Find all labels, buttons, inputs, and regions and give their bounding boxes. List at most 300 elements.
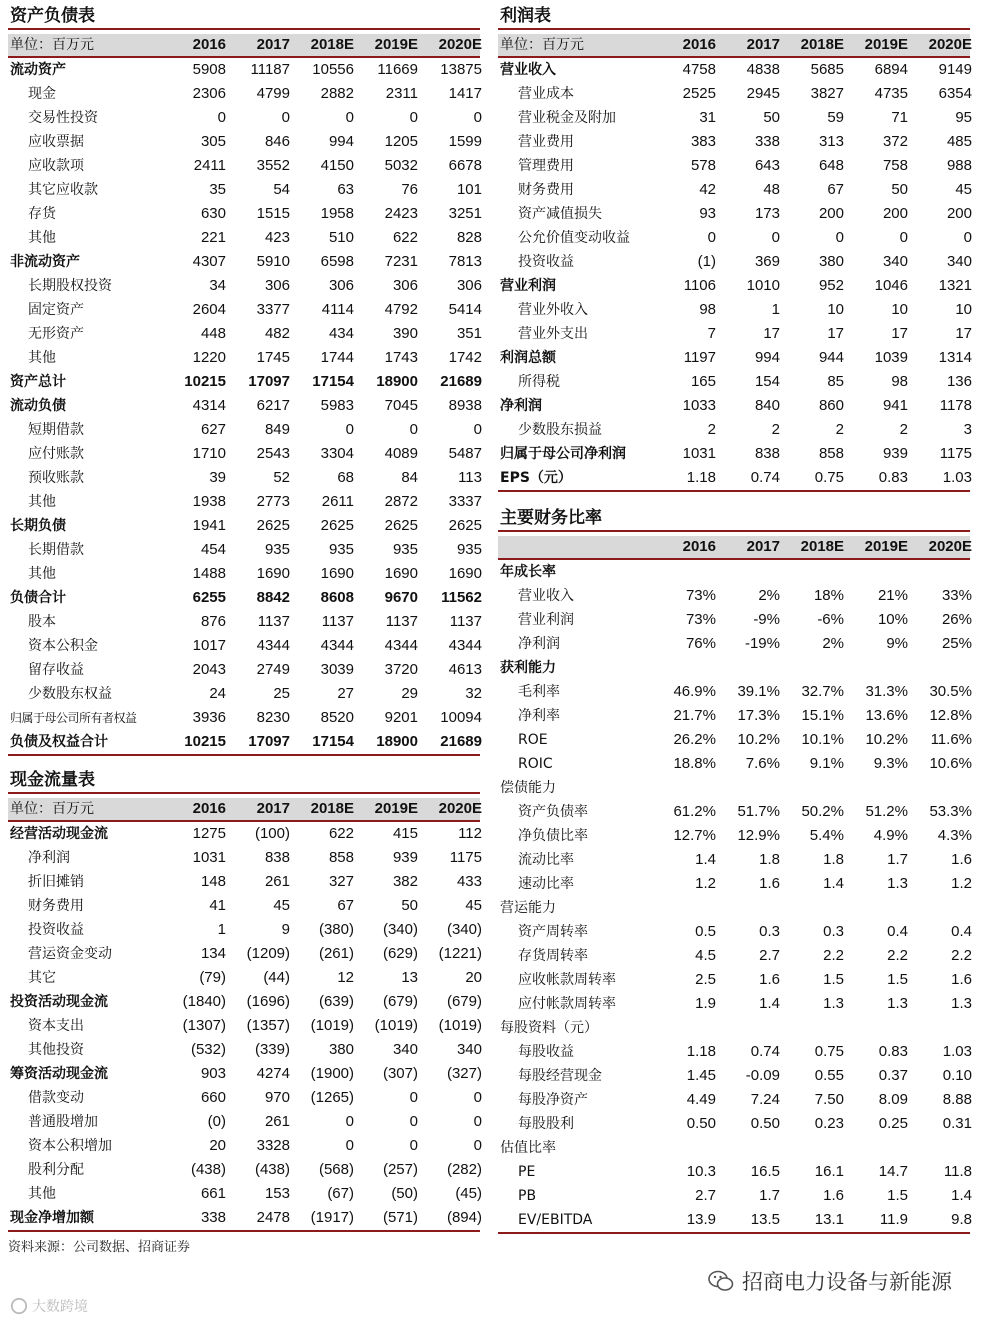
cell-value: 53.3% — [929, 803, 972, 820]
cell-value: 939 — [392, 849, 418, 866]
table-row — [8, 370, 480, 394]
cell-value: 10556 — [312, 61, 354, 78]
cell-value: 31 — [699, 109, 716, 126]
ratios-panel — [498, 506, 970, 1234]
cell-value: 643 — [754, 157, 780, 174]
row-label: 预收账款 — [28, 470, 84, 486]
cell-value: 0 — [473, 1113, 482, 1130]
table-row — [498, 418, 970, 442]
income-statement-panel — [498, 4, 970, 492]
table-row — [498, 322, 970, 346]
table-row — [498, 800, 970, 824]
unit-label: 单位：百万元 — [10, 37, 94, 53]
cell-value: (380) — [318, 921, 354, 938]
cell-value: 10215 — [184, 733, 226, 750]
cell-value: 68 — [337, 469, 354, 486]
cell-value: 578 — [690, 157, 716, 174]
cell-value: (257) — [382, 1161, 418, 1178]
cell-value: (629) — [382, 945, 418, 962]
cell-value: 1.7 — [887, 851, 908, 868]
cell-value: 10215 — [184, 373, 226, 390]
cell-value: 13 — [401, 969, 418, 986]
table-row — [498, 1184, 970, 1208]
cell-value: 1178 — [939, 397, 972, 414]
table-row — [498, 608, 970, 632]
cell-value: (307) — [382, 1065, 418, 1082]
cell-value: 173 — [754, 205, 780, 222]
cell-value: 1515 — [256, 205, 290, 222]
row-label: 毛利率 — [518, 684, 560, 700]
row-label: 所得税 — [518, 374, 560, 390]
cell-value: 4274 — [256, 1065, 290, 1082]
cell-value: (438) — [190, 1161, 226, 1178]
cell-value: 306 — [456, 277, 482, 294]
cell-value: 221 — [200, 229, 226, 246]
cell-value: 4.9% — [873, 827, 908, 844]
cell-value: 1 — [771, 301, 780, 318]
cell-value: 39 — [209, 469, 226, 486]
cell-value — [844, 1016, 908, 1040]
row-label: 净利率 — [518, 708, 560, 724]
table-row — [498, 656, 970, 680]
year-header: 2019E — [374, 36, 418, 53]
cell-value — [908, 560, 972, 584]
cell-value: 1137 — [257, 613, 290, 630]
cell-value: 0.3 — [759, 923, 780, 940]
row-label: 长期借款 — [28, 542, 84, 558]
row-label: 净利润 — [28, 850, 70, 866]
row-label: 营运能力 — [500, 900, 556, 916]
cell-value: 306 — [264, 277, 290, 294]
cell-value: 2306 — [192, 85, 226, 102]
table-row — [498, 992, 970, 1016]
cell-value: 67 — [337, 897, 354, 914]
cell-value: 2 — [771, 421, 780, 438]
cell-value: 1.4 — [823, 875, 844, 892]
cell-value: 0.55 — [814, 1067, 844, 1084]
cell-value: 148 — [200, 873, 226, 890]
row-label: EPS（元） — [500, 470, 572, 486]
cell-value: 1175 — [449, 849, 482, 866]
cell-value: 1710 — [192, 445, 226, 462]
cell-value: 0 — [217, 109, 226, 126]
cell-value: 18900 — [376, 733, 418, 750]
table-row — [498, 1016, 970, 1040]
cash-flow-title: 现金流量表 — [8, 768, 480, 794]
cell-value: 25% — [941, 635, 972, 652]
cell-value: 0 — [409, 1089, 418, 1106]
cell-value: 1175 — [939, 445, 972, 462]
cell-value: 1.5 — [887, 971, 908, 988]
table-row — [498, 704, 970, 728]
cell-value: 1690 — [320, 565, 354, 582]
cell-value: 1.4 — [759, 995, 780, 1012]
table-row — [498, 58, 970, 82]
cell-value: 0.74 — [750, 469, 780, 486]
cell-value: (0) — [207, 1113, 226, 1130]
row-label: 存货周转率 — [518, 948, 588, 964]
cell-value: 7813 — [448, 253, 482, 270]
cell-value: 5983 — [320, 397, 354, 414]
year-header: 2019E — [374, 800, 418, 817]
cell-value: (1019) — [310, 1017, 354, 1034]
cell-value: 0 — [409, 1113, 418, 1130]
cell-value: 660 — [200, 1089, 226, 1106]
table-row — [8, 1158, 480, 1182]
cell-value: 18% — [813, 587, 844, 604]
cell-value: 25 — [273, 685, 290, 702]
table-row — [498, 920, 970, 944]
cell-value — [780, 1136, 844, 1160]
cell-value: 10.2% — [737, 731, 780, 748]
cell-value: 858 — [818, 445, 844, 462]
cell-value: 2625 — [448, 517, 482, 534]
cell-value: 95 — [955, 109, 972, 126]
cell-value: 136 — [946, 373, 972, 390]
cell-value: 627 — [200, 421, 226, 438]
cell-value: 29 — [401, 685, 418, 702]
cell-value: 46.9% — [673, 683, 716, 700]
table-row — [8, 274, 480, 298]
cell-value: 4344 — [448, 637, 482, 654]
row-label: 净负债比率 — [518, 828, 588, 844]
row-label: 每股资料（元） — [500, 1020, 598, 1036]
cell-value: 7231 — [384, 253, 418, 270]
cell-value: 2749 — [256, 661, 290, 678]
year-header: 2018E — [800, 36, 844, 53]
cell-value: 935 — [392, 541, 418, 558]
cell-value: 20 — [465, 969, 482, 986]
table-row — [498, 968, 970, 992]
row-label: PE — [518, 1164, 536, 1180]
cell-value: 1031 — [192, 849, 226, 866]
row-label: 资本公积金 — [28, 638, 98, 654]
cell-value: (1900) — [310, 1065, 354, 1082]
cell-value: 622 — [328, 825, 354, 842]
cell-value — [716, 560, 780, 584]
row-label: 其他 — [28, 230, 56, 246]
brand-text: 招商电力设备与新能源 — [742, 1270, 952, 1294]
row-label: 资本公积增加 — [28, 1138, 112, 1154]
cell-value: 101 — [456, 181, 482, 198]
table-row — [8, 658, 480, 682]
ratios-rows — [498, 560, 970, 1234]
cell-value: 2043 — [192, 661, 226, 678]
cell-value: 13.5 — [750, 1211, 780, 1228]
cell-value: 510 — [328, 229, 354, 246]
year-header: 2018E — [800, 538, 844, 555]
cell-value: 10 — [827, 301, 844, 318]
cell-value: 98 — [891, 373, 908, 390]
balance-sheet-title: 资产负债表 — [8, 4, 480, 30]
cell-value: 2423 — [384, 205, 418, 222]
cell-value: 0.50 — [686, 1115, 716, 1132]
cell-value: 73% — [685, 587, 716, 604]
row-label: 速动比率 — [518, 876, 574, 892]
source-note: 资料来源：公司数据、招商证券 — [8, 1240, 191, 1255]
cell-value: 5414 — [448, 301, 482, 318]
cell-value: 32 — [465, 685, 482, 702]
cell-value: (67) — [327, 1185, 354, 1202]
cell-value: 50 — [891, 181, 908, 198]
cell-value: 994 — [328, 133, 354, 150]
cell-value: 2625 — [320, 517, 354, 534]
unit-label-empty — [498, 536, 652, 558]
table-row — [498, 1160, 970, 1184]
table-row — [8, 706, 480, 730]
cell-value: 838 — [754, 445, 780, 462]
income-statement-header — [498, 34, 970, 58]
cell-value: 11.8 — [943, 1163, 972, 1180]
cell-value: 1.4 — [951, 1187, 972, 1204]
cell-value: 21.7% — [673, 707, 716, 724]
cell-value: 1690 — [384, 565, 418, 582]
table-row — [498, 370, 970, 394]
cell-value: 93 — [699, 205, 716, 222]
table-row — [498, 250, 970, 274]
table-row — [498, 776, 970, 800]
cell-value: 0.74 — [750, 1043, 780, 1060]
table-row — [8, 178, 480, 202]
row-label: 交易性投资 — [28, 110, 98, 126]
cell-value: 903 — [200, 1065, 226, 1082]
cell-value: 45 — [955, 181, 972, 198]
cell-value: 0.3 — [823, 923, 844, 940]
cell-value: 423 — [264, 229, 290, 246]
row-label: 少数股东损益 — [518, 422, 602, 438]
cell-value — [908, 1016, 972, 1040]
table-row — [498, 442, 970, 466]
table-row — [8, 1014, 480, 1038]
row-label: 其他 — [28, 350, 56, 366]
table-row — [8, 822, 480, 846]
row-label: 应收款项 — [28, 158, 84, 174]
cell-value: 41 — [209, 897, 226, 914]
cell-value: (100) — [254, 825, 290, 842]
cell-value: 11.9 — [879, 1211, 908, 1228]
row-label: 存货 — [28, 206, 56, 222]
cell-value: 338 — [200, 1209, 226, 1226]
table-row — [498, 154, 970, 178]
cell-value: 16.5 — [750, 1163, 780, 1180]
row-label: 负债及权益合计 — [10, 734, 108, 750]
cell-value: -0.09 — [745, 1067, 780, 1084]
row-label: 借款变动 — [28, 1090, 84, 1106]
cell-value: 3827 — [810, 85, 844, 102]
cell-value: 1106 — [683, 277, 716, 294]
cell-value: 1941 — [192, 517, 226, 534]
cell-value: 17.3% — [737, 707, 780, 724]
cell-value: 952 — [818, 277, 844, 294]
cell-value: 2604 — [192, 301, 226, 318]
cell-value: -6% — [817, 611, 844, 628]
cell-value: 3328 — [256, 1137, 290, 1154]
cell-value: 372 — [882, 133, 908, 150]
cell-value: 1220 — [192, 349, 226, 366]
cell-value: 9% — [886, 635, 908, 652]
table-row — [498, 896, 970, 920]
cell-value: 24 — [209, 685, 226, 702]
cell-value: 0.4 — [887, 923, 908, 940]
row-label: 每股股利 — [518, 1116, 574, 1132]
cell-value: 1.03 — [942, 1043, 972, 1060]
cell-value: 0 — [899, 229, 908, 246]
cell-value: (1) — [697, 253, 716, 270]
cell-value: 13875 — [440, 61, 482, 78]
cell-value: 1599 — [448, 133, 482, 150]
cell-value: 1690 — [448, 565, 482, 582]
cell-value: 1137 — [385, 613, 418, 630]
row-label: 折旧摊销 — [28, 874, 84, 890]
cell-value: 45 — [465, 897, 482, 914]
cell-value: 849 — [264, 421, 290, 438]
cell-value: 50 — [401, 897, 418, 914]
watermark-logo-icon — [10, 1297, 28, 1315]
cell-value: 10 — [955, 301, 972, 318]
table-row — [8, 250, 480, 274]
cell-value — [908, 1136, 972, 1160]
table-row — [498, 728, 970, 752]
row-label: 现金净增加额 — [10, 1210, 94, 1226]
cell-value: 994 — [754, 349, 780, 366]
cell-value: 2.2 — [887, 947, 908, 964]
cell-value: 13.6% — [865, 707, 908, 724]
cell-value: 261 — [264, 1113, 290, 1130]
cell-value: 327 — [328, 873, 354, 890]
cell-value: 5910 — [256, 253, 290, 270]
cell-value: 434 — [328, 325, 354, 342]
cell-value: 31.3% — [865, 683, 908, 700]
cell-value: 10.2% — [865, 731, 908, 748]
row-label: 资产周转率 — [518, 924, 588, 940]
cell-value: 0.83 — [878, 1043, 908, 1060]
cell-value: (438) — [254, 1161, 290, 1178]
row-label: 筹资活动现金流 — [10, 1066, 108, 1082]
table-row — [498, 872, 970, 896]
year-header: 2020E — [438, 800, 482, 817]
table-row — [8, 346, 480, 370]
row-label: 资产负债率 — [518, 804, 588, 820]
cell-value: 8.88 — [942, 1091, 972, 1108]
row-label: 股利分配 — [28, 1162, 84, 1178]
table-row — [8, 82, 480, 106]
cell-value: 0.50 — [750, 1115, 780, 1132]
row-label: 其它应收款 — [28, 182, 98, 198]
cell-value: 340 — [882, 253, 908, 270]
row-label: 短期借款 — [28, 422, 84, 438]
cell-value: 0 — [409, 1137, 418, 1154]
row-label: 无形资产 — [28, 326, 84, 342]
year-header: 2016 — [682, 36, 716, 53]
cell-value: 11562 — [441, 589, 482, 606]
row-label: 营业成本 — [518, 86, 574, 102]
cell-value: 988 — [946, 157, 972, 174]
table-row — [8, 514, 480, 538]
cell-value: (1696) — [246, 993, 290, 1010]
cell-value: 1314 — [938, 349, 972, 366]
table-row — [8, 942, 480, 966]
cell-value: 1.6 — [951, 851, 972, 868]
cell-value: 8938 — [448, 397, 482, 414]
cell-value: 7.24 — [750, 1091, 780, 1108]
cell-value — [780, 896, 844, 920]
cell-value: 380 — [818, 253, 844, 270]
row-label: ROE — [518, 732, 548, 748]
cell-value — [716, 656, 780, 680]
cell-value: 3337 — [448, 493, 482, 510]
cell-value: 2.7 — [695, 1187, 716, 1204]
cell-value: 2625 — [256, 517, 290, 534]
row-label: EV/EBITDA — [518, 1212, 593, 1228]
cell-value: 2773 — [256, 493, 290, 510]
cell-value: 2% — [822, 635, 844, 652]
cell-value: 16.1 — [814, 1163, 844, 1180]
table-row — [498, 824, 970, 848]
cell-value: 45 — [273, 897, 290, 914]
cell-value: 351 — [456, 325, 482, 342]
cell-value: (571) — [382, 1209, 418, 1226]
cell-value: 1.5 — [823, 971, 844, 988]
cell-value: 17 — [955, 325, 972, 342]
cell-value: 63 — [337, 181, 354, 198]
table-row — [8, 442, 480, 466]
row-label: 流动比率 — [518, 852, 574, 868]
row-label: 资产减值损失 — [518, 206, 602, 222]
table-row — [8, 1110, 480, 1134]
cell-value: 17 — [891, 325, 908, 342]
cell-value: 54 — [273, 181, 290, 198]
cell-value: 51.2% — [865, 803, 908, 820]
cell-value: 369 — [754, 253, 780, 270]
year-header: 2020E — [928, 36, 972, 53]
cell-value: (44) — [263, 969, 290, 986]
cell-value — [844, 1136, 908, 1160]
row-label: 股本 — [28, 614, 56, 630]
cell-value: 17154 — [312, 733, 354, 750]
cell-value: 380 — [328, 1041, 354, 1058]
row-label: 应付账款 — [28, 446, 84, 462]
cell-value: 17097 — [248, 373, 290, 390]
row-label: 估值比率 — [500, 1140, 556, 1156]
cell-value: 1.18 — [686, 469, 716, 486]
row-label: 其他 — [28, 1186, 56, 1202]
table-row — [8, 1134, 480, 1158]
table-row — [498, 1112, 970, 1136]
cell-value: 0 — [473, 109, 482, 126]
table-row — [8, 418, 480, 442]
cell-value: 860 — [818, 397, 844, 414]
year-header: 2016 — [682, 538, 716, 555]
cell-value: 2.5 — [695, 971, 716, 988]
row-label: 投资收益 — [28, 922, 84, 938]
cell-value — [908, 896, 972, 920]
cell-value: 1137 — [321, 613, 354, 630]
cell-value: 0.5 — [695, 923, 716, 940]
cell-value: 6678 — [448, 157, 482, 174]
cell-value: 1.2 — [951, 875, 972, 892]
cell-value: (50) — [391, 1185, 418, 1202]
cell-value: (327) — [446, 1065, 482, 1082]
cell-value: (894) — [446, 1209, 482, 1226]
cell-value: 12.9% — [737, 827, 780, 844]
row-label: 资本支出 — [28, 1018, 84, 1034]
row-label: 营业费用 — [518, 134, 574, 150]
cell-value: 2945 — [746, 85, 780, 102]
cell-value: (1840) — [182, 993, 226, 1010]
cell-value: 165 — [690, 373, 716, 390]
cell-value: 970 — [264, 1089, 290, 1106]
brand-signature — [708, 1266, 952, 1296]
